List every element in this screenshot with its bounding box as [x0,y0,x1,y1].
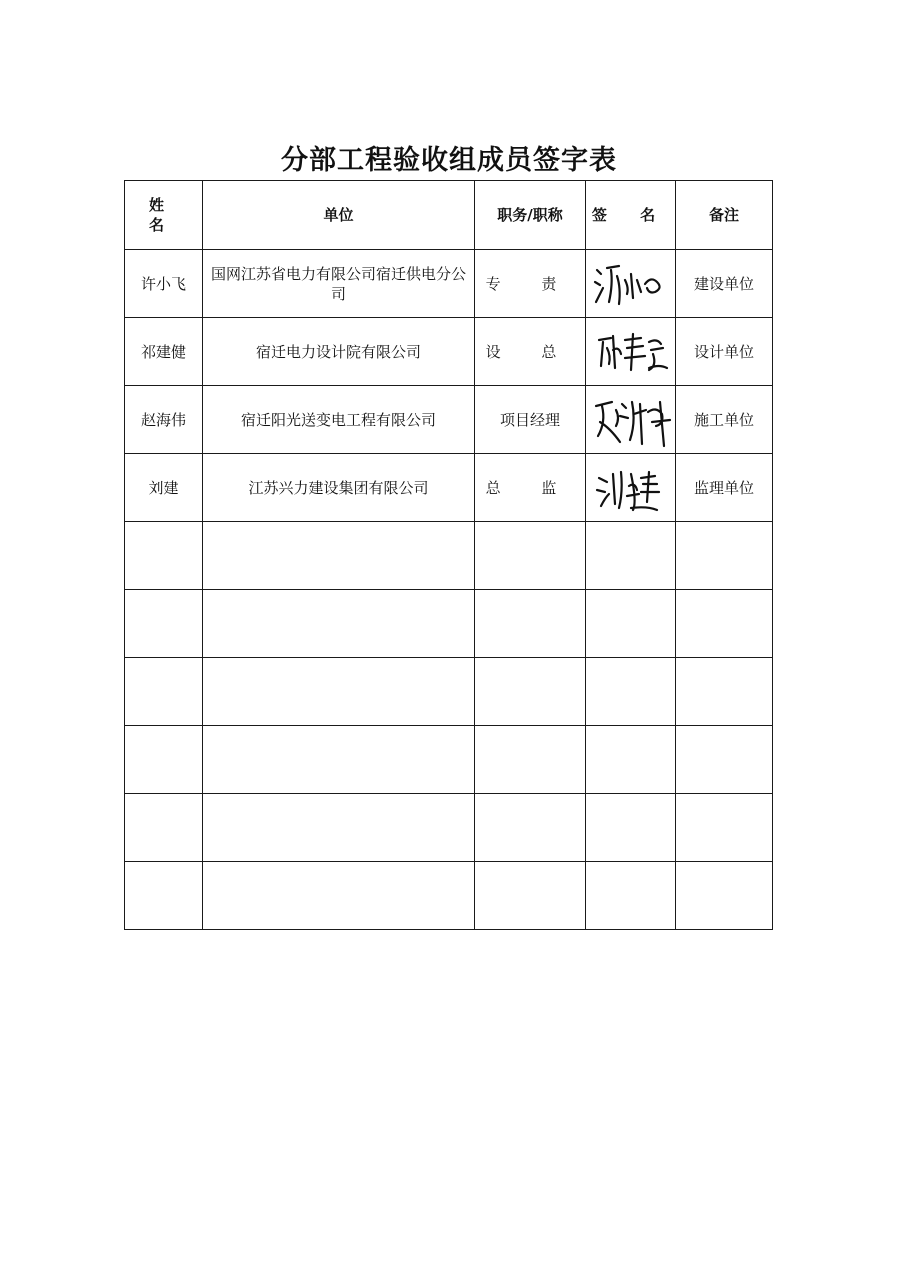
empty-cell [203,862,475,930]
empty-cell [125,522,203,590]
member-name: 赵海伟 [125,386,203,454]
member-name: 许小飞 [125,250,203,318]
empty-cell [125,726,203,794]
table-row [125,386,773,454]
member-note: 施工单位 [676,386,773,454]
empty-cell [586,590,676,658]
member-unit: 宿迁电力设计院有限公司 [203,318,475,386]
empty-cell [586,658,676,726]
empty-row [125,522,773,590]
empty-cell [475,522,586,590]
member-note: 监理单位 [676,454,773,522]
member-signature [586,250,676,318]
empty-row [125,658,773,726]
empty-cell [203,590,475,658]
member-post: 项目经理 [475,386,586,454]
empty-cell [676,794,773,862]
empty-cell [475,726,586,794]
empty-cell [203,726,475,794]
member-note: 建设单位 [676,250,773,318]
empty-row [125,726,773,794]
empty-cell [586,794,676,862]
header-row [125,181,773,250]
empty-cell [203,794,475,862]
empty-cell [676,658,773,726]
handwritten-signature-icon [591,462,671,514]
empty-cell [125,590,203,658]
header-unit: 单位 [203,181,475,250]
member-signature [586,386,676,454]
empty-cell [586,726,676,794]
member-post: 总 监 [475,454,586,522]
handwritten-signature-icon [590,392,674,448]
empty-row [125,590,773,658]
table-row [125,318,773,386]
handwritten-signature-icon [591,326,671,378]
empty-cell [586,862,676,930]
empty-cell [475,658,586,726]
table-row [125,250,773,318]
empty-cell [125,794,203,862]
member-unit: 国网江苏省电力有限公司宿迁供电分公司 [203,250,475,318]
empty-cell [676,522,773,590]
header-post: 职务/职称 [475,181,586,250]
empty-cell [125,658,203,726]
member-signature [586,454,676,522]
empty-cell [676,726,773,794]
empty-cell [475,794,586,862]
signature-table [124,180,773,930]
member-name: 祁建健 [125,318,203,386]
empty-cell [676,590,773,658]
empty-cell [586,522,676,590]
empty-cell [125,862,203,930]
empty-cell [203,522,475,590]
empty-cell [203,658,475,726]
header-name: 姓 名 [125,181,203,250]
handwritten-signature-icon [591,258,671,310]
member-name: 刘建 [125,454,203,522]
empty-row [125,794,773,862]
empty-cell [676,862,773,930]
member-signature [586,318,676,386]
table-row [125,454,773,522]
empty-row [125,862,773,930]
member-unit: 江苏兴力建设集团有限公司 [203,454,475,522]
header-note: 备注 [676,181,773,250]
header-sign: 签 名 [586,181,676,250]
page-title: 分部工程验收组成员签字表 [281,145,617,176]
member-post: 设 总 [475,318,586,386]
member-note: 设计单位 [676,318,773,386]
empty-cell [475,590,586,658]
member-unit: 宿迁阳光送变电工程有限公司 [203,386,475,454]
empty-cell [475,862,586,930]
member-post: 专 责 [475,250,586,318]
